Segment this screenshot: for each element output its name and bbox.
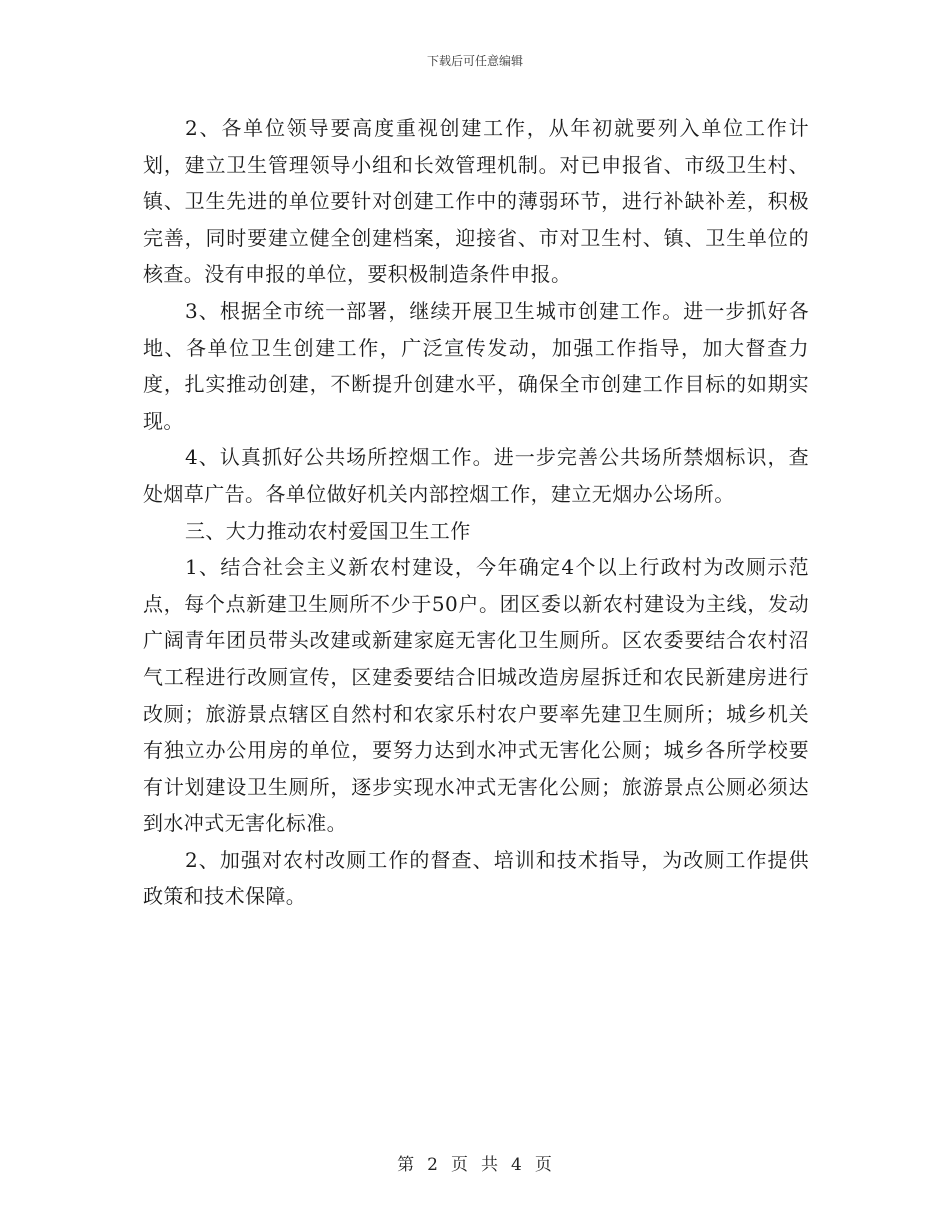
- section-heading-3: 三、大力推动农村爱国卫生工作: [185, 518, 471, 543]
- footer-page-current: 2: [427, 1155, 439, 1175]
- footer-page-total: 4: [511, 1155, 523, 1175]
- footer-label-gong: 共: [481, 1155, 499, 1175]
- document-body: [143, 110, 809, 915]
- page-header: 下载后可任意编辑: [426, 54, 523, 68]
- footer-label-di: 第: [397, 1155, 416, 1175]
- footer-label-ye: 页: [451, 1155, 469, 1175]
- paragraph-item-4: 4、认真抓好公共场所控烟工作。进一步完善公共场所禁烟标识，查处烟草广告。各单位做好机关内部控烟工作，建立无烟办公场所。: [143, 445, 809, 506]
- page-footer: [0, 1150, 950, 1175]
- footer-label-ye-2: 页: [534, 1155, 553, 1175]
- paragraph-rural-2: 2、加强对农村改厕工作的督查、培训和技术指导，为改厕工作提供政策和技术保障。: [143, 847, 809, 909]
- paragraph-item-2: 2、各单位领导要高度重视创建工作，从年初就要列入单位工作计划，建立卫生管理领导小组和长效管理机制。对已申报省、市级卫生村、镇、卫生先进的单位要针对创建工作中的薄弱环节，进行补缺补差，积极完善，同时要建立健全创建档案，迎接省、市对卫生村、镇、卫生单位的核查。没有申报的单位，要积极制造条件申报。: [143, 116, 809, 287]
- paragraph-rural-1: 1、结合社会主义新农村建设，今年确定4个以上行政村为改厕示范点，每个点新建卫生厕所不少于50户。团区委以新农村建设为主线，发动广阔青年团员带头改建或新建家庭无害化卫生厕所。区农委要结合农村沼气工程进行改厕宣传，区建委要结合旧城改造房屋拆迁和农民新建房进行改厕；旅游景点辖区自然村和农家乐村农户要率先建卫生厕所；城乡机关有独立办公用房的单位，要努力达到水冲式无害化公厕；城乡各所学校要有计划建设卫生厕所，逐步实现水冲式无害化公厕；旅游景点公厕必须达到水冲式无害化标准。: [143, 555, 809, 836]
- paragraph-item-3: 3、根据全市统一部署，继续开展卫生城市创建工作。进一步抓好各地、各单位卫生创建工作，广泛宣传发动，加强工作指导，加大督查力度，扎实推动创建，不断提升创建水平，确保全市创建工作目标的如期实现。: [143, 298, 809, 433]
